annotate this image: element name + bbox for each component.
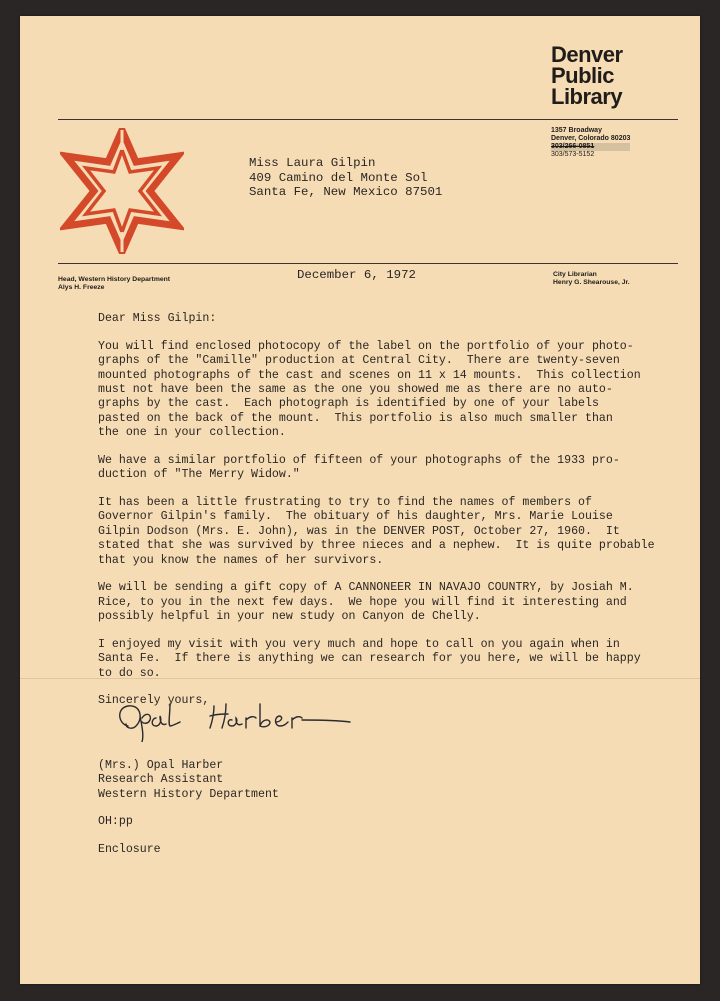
library-name — [551, 44, 623, 107]
library-address — [551, 127, 630, 159]
department-person: Alys H. Freeze — [58, 284, 105, 291]
department-title: Head, Western History Department — [58, 276, 171, 283]
enclosure: Enclosure — [98, 842, 161, 856]
department-head — [58, 276, 170, 292]
initials: OH:pp — [98, 815, 133, 829]
letter-page — [20, 16, 700, 984]
recipient-line: 409 Camino del Monte Sol — [249, 170, 428, 185]
address-line: 1357 Broadway — [551, 127, 602, 134]
paragraph: We have a similar portfolio of fifteen of your photographs of the 1933 pro- duction of "The Merry Widow." — [98, 453, 620, 482]
recipient-line: Miss Laura Gilpin — [249, 156, 376, 170]
library-star-logo — [60, 128, 184, 254]
librarian-name: Henry G. Shearouse, Jr. — [553, 279, 630, 286]
top-rule — [58, 119, 678, 120]
paragraph: I enjoyed my visit with you very much and hope to call on you again when in Santa Fe. If there is anything we can research for you here, we will be happy to do so. — [98, 637, 641, 680]
recipient-line: Santa Fe, New Mexico 87501 — [249, 185, 443, 199]
signer-block — [98, 759, 668, 802]
library-name-line: Denver — [551, 42, 623, 67]
handwritten-signature — [114, 696, 364, 742]
signer-name: (Mrs.) Opal Harber — [98, 758, 224, 772]
recipient-address — [249, 156, 442, 200]
city-librarian — [553, 271, 630, 287]
paragraph: You will find enclosed photocopy of the label on the portfolio of your photo- graphs of the "Camille" production at Central City. There are twenty-seven mounted photographs of the cast and scenes on 11 x 14 mounts. This collection must not have been the same as the one you showed me as there are no auto- graphs by the cast. Each photograph is identified by one of your labels pasted on the back of the mount. This portfolio is also much smaller than the one in your collection. — [98, 339, 641, 440]
struck-phone: 303/266-0851 — [551, 143, 630, 151]
salutation: Dear Miss Gilpin: — [98, 312, 217, 325]
signer-department: Western History Department — [98, 787, 279, 801]
library-name-line: Library — [551, 84, 623, 109]
librarian-title: City Librarian — [553, 271, 597, 278]
closing: Sincerely yours, — [98, 694, 210, 708]
letter-date: December 6, 1972 — [297, 268, 416, 282]
letter-body — [98, 312, 668, 871]
paragraph: It has been a little frustrating to try to find the names of members of Governor Gilpin's family. The obituary of his daughter, Mrs. Marie Louise Gilpin Dodson (Mrs. E. John), was in the DENVER POST, October 27, 1960. It stated that she was survived by three nieces and a nephew. It is quite probable that you know the names of her survivors. — [98, 495, 655, 567]
paragraph: We will be sending a gift copy of A CANNONEER IN NAVAJO COUNTRY, by Josiah M. Rice, to you in the next few days. We hope you will find it interesting and possibly helpful in your new study on Canyon de Chelly. — [98, 581, 634, 624]
address-line: Denver, Colorado 80203 — [551, 135, 631, 142]
signer-title: Research Assistant — [98, 773, 224, 787]
library-name-line: Public — [551, 63, 615, 88]
middle-rule — [58, 263, 678, 264]
phone: 303/573-5152 — [551, 151, 595, 158]
